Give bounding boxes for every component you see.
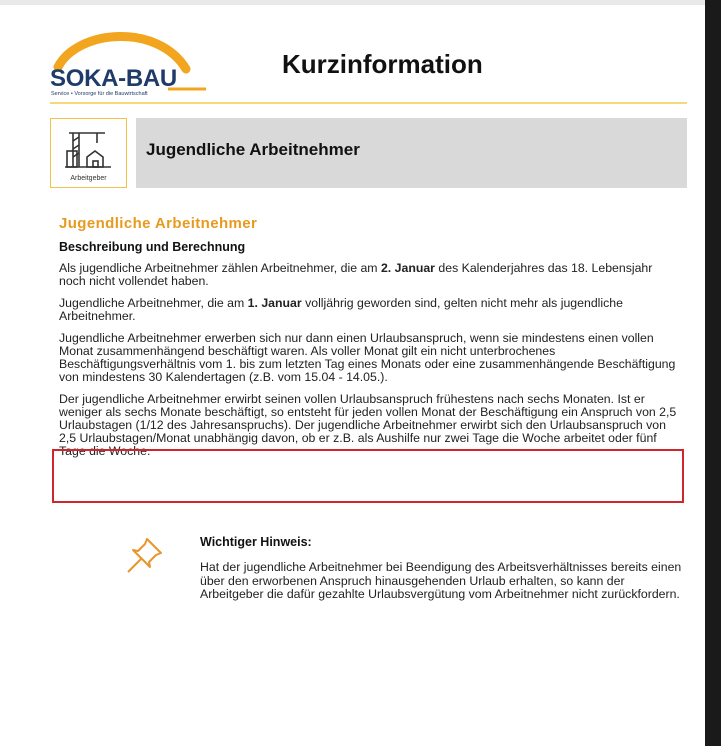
hint-title: Wichtiger Hinweis: xyxy=(200,535,312,549)
window-edge xyxy=(705,0,721,746)
paragraph-3: Jugendliche Arbeitnehmer erwerben sich nur dann einen Urlaubsanspruch, wenn sie mindestens einen vollen Monat zusammenhängend beschäftigt waren. Als voller Monat gilt ein nicht unterbrochenes Beschäftigungsverhältnis vom 1. bis zum letzten Tag eines Monats oder eine zusammenhängende Beschäftigung von mindestens 30 Kalendertagen (z.B. vom 15.04 - 14.05.). xyxy=(59,331,676,384)
pushpin-icon xyxy=(125,535,165,575)
paragraph-4: Der jugendliche Arbeitnehmer erwirbt seinen vollen Urlaubsanspruch frühestens nach sechs Monaten. Ist er weniger als sechs Monate beschäftigt, so entsteht für jeden vollen Monat der Beschäftigung ein Anspruch von 2,5 Urlaubstagen (1/12 des Jahresanspruchs). Der jugendliche Arbeitnehmer erwirbt sich den Urlaubsanspruch von 2,5 Urlaubstagen/Monat unabhängig davon, ob er z.B. als Aushilfe nur zwei Tage die Woche arbeitet oder fünf Tage die Woche. xyxy=(59,392,677,458)
hint-text: Hat der jugendliche Arbeitnehmer bei Beendigung des Arbeitsverhältnisses bereits einen über den erworbenen Anspruch hinausgehenden Urlaub erhalten, so kann der Arbeitgeber die dafür gezahlte Urlaubsvergütung vom Arbeitnehmer nicht zurückfordern. xyxy=(200,560,682,601)
topic-banner xyxy=(136,118,687,188)
paragraph-2: Jugendliche Arbeitnehmer, die am 1. Januar volljährig geworden sind, gelten nicht mehr als jugendliche Arbeitnehmer. xyxy=(59,296,623,323)
header-divider xyxy=(50,102,687,104)
document-page xyxy=(0,5,705,746)
banner-title: Jugendliche Arbeitnehmer xyxy=(146,140,360,159)
icon-box-label: Arbeitgeber xyxy=(70,175,107,182)
highlight-annotation-box xyxy=(52,449,684,503)
main-content xyxy=(59,215,679,467)
employer-icon-box xyxy=(50,118,127,188)
paragraph-1: Als jugendliche Arbeitnehmer zählen Arbeitnehmer, die am 2. Januar des Kalenderjahres das 18. Lebensjahr noch nicht vollendet haben. xyxy=(59,261,653,288)
section-heading: Jugendliche Arbeitnehmer xyxy=(59,215,258,232)
logo-name: SOKA-BAU xyxy=(50,65,177,92)
soka-bau-logo xyxy=(48,29,213,101)
sub-heading: Beschreibung und Berechnung xyxy=(59,240,246,254)
crane-building-icon xyxy=(65,127,113,171)
logo-tagline: Service • Vorsorge für die Bauwirtschaft xyxy=(51,91,148,97)
document-title: Kurzinformation xyxy=(282,49,483,79)
